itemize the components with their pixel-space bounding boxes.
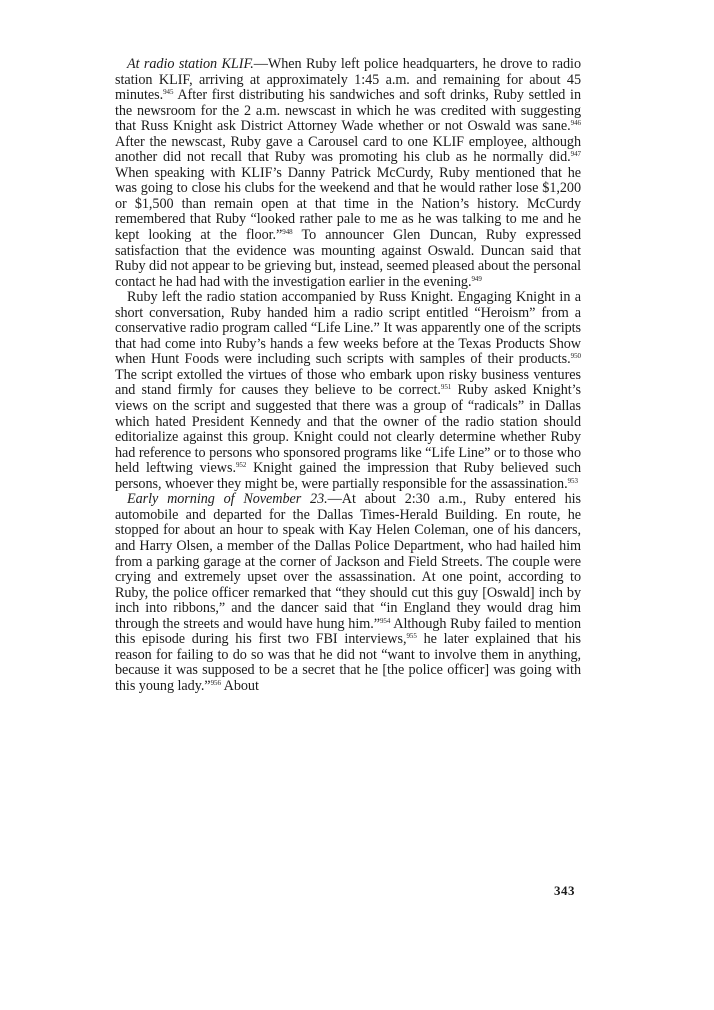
text-run: The script extolled the virtues of those who embark upon risky business ventures and stand firmly for causes they believe to be correct. (115, 366, 581, 399)
text-run: he later explained that his reason for failing to do so was that he did not “want to involve them in anything, because it was supposed to be a secret that he [the police officer] was going with this young lady.” (115, 631, 581, 694)
paragraph-lead-heading: Early morning of November 23. (127, 491, 328, 508)
footnote-marker: 954 (379, 616, 391, 625)
text-run: Although Ruby failed to mention this episode during his first two FBI interviews, (115, 615, 581, 648)
text-run: After first distributing his sandwiches and soft drinks, Ruby settled in the newsroom for the 2 a.m. newscast in which he was credited with suggesting that Russ Knight ask District Attorney Wade whether or not Oswald was sane. (115, 87, 581, 135)
footnote-marker: 952 (235, 461, 247, 470)
footnote-marker: 955 (406, 632, 417, 641)
footnote-marker: 945 (163, 88, 174, 97)
page-text (115, 57, 581, 694)
paragraph-russ-knight (115, 290, 581, 492)
paragraph-lead-heading: At radio station KLIF. (127, 56, 254, 72)
text-run: Ruby asked Knight’s views on the script and suggested that there was a group of “radicals” in Dallas which hated President Kennedy and that the owner of the radio station should editorialize against this group. Knight could not clearly determine whether Ruby had reference to persons who sponsored programs like “Life Line” or to those who held leftwing views. (115, 382, 582, 477)
text-run: After the newscast, Ruby gave a Carousel card to one KLIF employee, although another did not recall that Ruby was promoting his club as he normally did. (115, 133, 581, 166)
footnote-marker: 950 (570, 352, 581, 361)
page-number: 343 (554, 883, 575, 898)
footnote-marker: 951 (440, 383, 452, 392)
text-run: About (220, 677, 259, 694)
text-run: To announcer Glen Duncan, Ruby expressed satisfaction that the evidence was mounting against Oswald. Duncan said that Ruby did not appear to be grieving but, instead, seemed pleased about the personal contact he had had with the investigation earlier in the evening. (115, 227, 581, 290)
footnote-marker: 948 (282, 228, 293, 237)
footnote-marker: 946 (570, 119, 581, 128)
text-run: —When Ruby left police headquarters, he drove to radio station KLIF, arriving at approximately 1:45 a.m. and remaining for about 45 minutes. (115, 56, 581, 104)
text-run: Knight gained the impression that Ruby believed such persons, whoever they might be, were partially responsible for the assassination. (115, 460, 581, 492)
paragraph-klif (115, 57, 581, 290)
text-run: When speaking with KLIF’s Danny Patrick McCurdy, Ruby mentioned that he was going to close his clubs for the weekend and that he would rather lose $1,200 or $1,500 than remain open at that time in the Nation’s history. McCurdy remembered that Ruby “looked rather pale to me as he was talking to me and he kept looking at the floor.” (115, 164, 581, 244)
footnote-marker: 949 (471, 274, 482, 283)
paragraph-november-23 (115, 492, 581, 694)
footnote-marker: 956 (210, 678, 221, 687)
text-run: Ruby left the radio station accompanied by Russ Knight. Engaging Knight in a short conversation, Ruby handed him a radio script entitled “Heroism” from a conservative radio program called “Life Line.” It was apparently one of the scripts that had come into Ruby’s hands a few weeks before at the Texas Products Show when Hunt Foods were including such scripts with samples of their products. (115, 289, 581, 368)
footnote-marker: 953 (567, 476, 578, 485)
text-run: —At about 2:30 a.m., Ruby entered his automobile and departed for the Dallas Times-Herald Building. En route, he stopped for about an hour to speak with Kay Helen Coleman, one of his dancers, and Harry Olsen, a member of the Dallas Police Department, who had hailed him from a parking garage at the corner of Jackson and Field Streets. The couple were crying and extremely upset over the assassination. At one point, according to Ruby, the police officer remarked that “they should cut this guy [Oswald] inch by inch into ribbons,” and the dancer said that “in England they would drag him through the streets and would have hung him.” (115, 491, 581, 632)
footnote-marker: 947 (570, 150, 581, 159)
